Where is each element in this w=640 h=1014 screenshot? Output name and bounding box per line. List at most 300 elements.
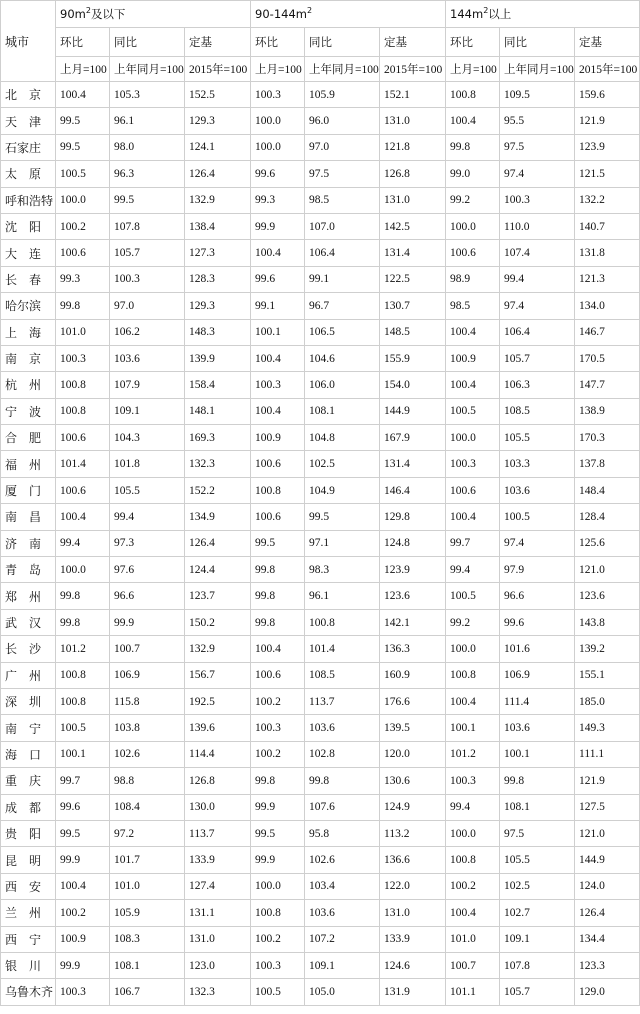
index-value-cell: 96.3 bbox=[110, 161, 185, 187]
city-cell: 哈尔滨 bbox=[1, 293, 56, 319]
index-value-cell: 100.4 bbox=[446, 108, 500, 134]
index-value-cell: 138.9 bbox=[575, 398, 640, 424]
city-cell: 郑 州 bbox=[1, 583, 56, 609]
index-value-cell: 169.3 bbox=[185, 425, 251, 451]
index-value-cell: 100.8 bbox=[56, 398, 110, 424]
index-value-cell: 99.9 bbox=[56, 847, 110, 873]
city-cell: 大 连 bbox=[1, 240, 56, 266]
index-value-cell: 99.8 bbox=[56, 609, 110, 635]
index-value-cell: 122.0 bbox=[380, 873, 446, 899]
index-type-header: 定基 bbox=[575, 28, 640, 57]
index-value-cell: 96.1 bbox=[305, 583, 380, 609]
base-period-header: 上年同月=100 bbox=[305, 57, 380, 82]
index-value-cell: 131.0 bbox=[185, 926, 251, 952]
index-value-cell: 136.6 bbox=[380, 847, 446, 873]
index-value-cell: 103.6 bbox=[305, 900, 380, 926]
index-value-cell: 104.3 bbox=[110, 425, 185, 451]
index-value-cell: 99.5 bbox=[251, 820, 305, 846]
index-value-cell: 131.9 bbox=[380, 979, 446, 1005]
index-value-cell: 144.9 bbox=[380, 398, 446, 424]
index-value-cell: 103.6 bbox=[500, 477, 575, 503]
index-value-cell: 176.6 bbox=[380, 688, 446, 714]
index-value-cell: 107.8 bbox=[500, 952, 575, 978]
index-value-cell: 100.4 bbox=[56, 873, 110, 899]
index-value-cell: 100.8 bbox=[446, 662, 500, 688]
index-value-cell: 131.0 bbox=[380, 108, 446, 134]
table-row bbox=[1, 134, 640, 160]
index-value-cell: 105.5 bbox=[500, 425, 575, 451]
index-value-cell: 152.1 bbox=[380, 82, 446, 108]
table-row bbox=[1, 530, 640, 556]
index-value-cell: 99.8 bbox=[251, 557, 305, 583]
index-value-cell: 102.6 bbox=[110, 741, 185, 767]
index-value-cell: 100.8 bbox=[251, 477, 305, 503]
city-cell: 石家庄 bbox=[1, 134, 56, 160]
city-cell: 太 原 bbox=[1, 161, 56, 187]
index-value-cell: 132.9 bbox=[185, 636, 251, 662]
index-value-cell: 96.6 bbox=[500, 583, 575, 609]
index-value-cell: 100.4 bbox=[446, 900, 500, 926]
index-value-cell: 139.2 bbox=[575, 636, 640, 662]
index-value-cell: 99.5 bbox=[56, 820, 110, 846]
index-value-cell: 100.9 bbox=[446, 345, 500, 371]
index-value-cell: 100.0 bbox=[446, 425, 500, 451]
index-value-cell: 100.6 bbox=[56, 477, 110, 503]
index-value-cell: 139.9 bbox=[185, 345, 251, 371]
index-value-cell: 108.1 bbox=[500, 794, 575, 820]
index-value-cell: 126.4 bbox=[185, 530, 251, 556]
index-value-cell: 98.8 bbox=[110, 768, 185, 794]
group-header-medium: $90-144m^2$ bbox=[251, 1, 446, 28]
index-value-cell: 95.8 bbox=[305, 820, 380, 846]
index-value-cell: 142.5 bbox=[380, 213, 446, 239]
index-value-cell: 123.7 bbox=[185, 583, 251, 609]
table-row bbox=[1, 583, 640, 609]
index-value-cell: 99.8 bbox=[305, 768, 380, 794]
table-row bbox=[1, 398, 640, 424]
index-value-cell: 100.2 bbox=[251, 926, 305, 952]
index-value-cell: 99.8 bbox=[446, 134, 500, 160]
base-period-header: 上月=100 bbox=[251, 57, 305, 82]
index-value-cell: 105.9 bbox=[305, 82, 380, 108]
table-row bbox=[1, 847, 640, 873]
index-value-cell: 100.0 bbox=[56, 557, 110, 583]
city-cell: 银 川 bbox=[1, 952, 56, 978]
index-value-cell: 100.5 bbox=[56, 715, 110, 741]
table-row bbox=[1, 979, 640, 1005]
index-value-cell: 99.9 bbox=[110, 609, 185, 635]
index-value-cell: 129.3 bbox=[185, 108, 251, 134]
index-value-cell: 148.3 bbox=[185, 319, 251, 345]
city-cell: 乌鲁木齐 bbox=[1, 979, 56, 1005]
index-value-cell: 105.7 bbox=[110, 240, 185, 266]
index-value-cell: 97.4 bbox=[500, 161, 575, 187]
index-value-cell: 130.6 bbox=[380, 768, 446, 794]
index-value-cell: 106.3 bbox=[500, 372, 575, 398]
index-value-cell: 99.8 bbox=[251, 768, 305, 794]
index-value-cell: 100.4 bbox=[56, 82, 110, 108]
index-value-cell: 121.9 bbox=[575, 768, 640, 794]
city-cell: 贵 阳 bbox=[1, 820, 56, 846]
index-value-cell: 100.9 bbox=[56, 926, 110, 952]
index-value-cell: 113.7 bbox=[305, 688, 380, 714]
index-value-cell: 133.9 bbox=[380, 926, 446, 952]
city-cell: 北 京 bbox=[1, 82, 56, 108]
index-value-cell: 102.5 bbox=[500, 873, 575, 899]
index-value-cell: 113.2 bbox=[380, 820, 446, 846]
index-value-cell: 108.4 bbox=[110, 794, 185, 820]
index-value-cell: 99.9 bbox=[251, 847, 305, 873]
base-period-header: 2015年=100 bbox=[575, 57, 640, 82]
index-value-cell: 99.8 bbox=[56, 583, 110, 609]
index-value-cell: 104.8 bbox=[305, 425, 380, 451]
index-value-cell: 129.3 bbox=[185, 293, 251, 319]
index-value-cell: 100.0 bbox=[56, 187, 110, 213]
index-value-cell: 123.6 bbox=[575, 583, 640, 609]
index-value-cell: 111.1 bbox=[575, 741, 640, 767]
index-value-cell: 105.9 bbox=[110, 900, 185, 926]
table-row bbox=[1, 715, 640, 741]
index-value-cell: 109.5 bbox=[500, 82, 575, 108]
index-value-cell: 121.0 bbox=[575, 557, 640, 583]
index-value-cell: 105.5 bbox=[500, 847, 575, 873]
city-cell: 沈 阳 bbox=[1, 213, 56, 239]
index-value-cell: 126.8 bbox=[380, 161, 446, 187]
table-row bbox=[1, 477, 640, 503]
table-row bbox=[1, 820, 640, 846]
index-value-cell: 98.9 bbox=[446, 266, 500, 292]
index-value-cell: 100.8 bbox=[446, 82, 500, 108]
index-value-cell: 100.4 bbox=[446, 504, 500, 530]
index-value-cell: 127.3 bbox=[185, 240, 251, 266]
base-period-header: 上年同月=100 bbox=[500, 57, 575, 82]
index-value-cell: 121.0 bbox=[575, 820, 640, 846]
index-value-cell: 99.8 bbox=[500, 768, 575, 794]
index-value-cell: 99.0 bbox=[446, 161, 500, 187]
index-value-cell: 121.3 bbox=[575, 266, 640, 292]
index-value-cell: 99.4 bbox=[446, 557, 500, 583]
index-value-cell: 108.1 bbox=[305, 398, 380, 424]
index-value-cell: 105.3 bbox=[110, 82, 185, 108]
city-header: 城市 bbox=[1, 1, 56, 82]
index-value-cell: 99.4 bbox=[56, 530, 110, 556]
index-value-cell: 100.3 bbox=[56, 979, 110, 1005]
index-value-cell: 102.5 bbox=[305, 451, 380, 477]
index-value-cell: 99.3 bbox=[251, 187, 305, 213]
index-value-cell: 100.1 bbox=[500, 741, 575, 767]
index-value-cell: 97.5 bbox=[305, 161, 380, 187]
index-value-cell: 100.3 bbox=[110, 266, 185, 292]
index-value-cell: 101.2 bbox=[56, 636, 110, 662]
index-value-cell: 99.6 bbox=[56, 794, 110, 820]
index-value-cell: 150.2 bbox=[185, 609, 251, 635]
index-value-cell: 96.6 bbox=[110, 583, 185, 609]
index-value-cell: 101.0 bbox=[56, 319, 110, 345]
index-value-cell: 100.4 bbox=[251, 345, 305, 371]
city-cell: 武 汉 bbox=[1, 609, 56, 635]
index-value-cell: 107.4 bbox=[500, 240, 575, 266]
index-value-cell: 102.8 bbox=[305, 741, 380, 767]
index-value-cell: 103.4 bbox=[305, 873, 380, 899]
index-value-cell: 97.4 bbox=[500, 293, 575, 319]
index-value-cell: 103.6 bbox=[110, 345, 185, 371]
table-row bbox=[1, 741, 640, 767]
index-value-cell: 99.1 bbox=[251, 293, 305, 319]
index-value-cell: 100.5 bbox=[251, 979, 305, 1005]
group-header-small: $90m^2$及以下 bbox=[56, 1, 251, 28]
index-value-cell: 123.9 bbox=[380, 557, 446, 583]
city-cell: 济 南 bbox=[1, 530, 56, 556]
index-value-cell: 98.5 bbox=[305, 187, 380, 213]
index-value-cell: 100.6 bbox=[251, 504, 305, 530]
index-value-cell: 142.1 bbox=[380, 609, 446, 635]
index-value-cell: 134.4 bbox=[575, 926, 640, 952]
index-value-cell: 106.4 bbox=[305, 240, 380, 266]
index-value-cell: 106.9 bbox=[110, 662, 185, 688]
index-value-cell: 108.5 bbox=[305, 662, 380, 688]
index-value-cell: 137.8 bbox=[575, 451, 640, 477]
index-value-cell: 101.0 bbox=[446, 926, 500, 952]
index-value-cell: 99.8 bbox=[251, 609, 305, 635]
index-type-header: 定基 bbox=[380, 28, 446, 57]
table-row bbox=[1, 952, 640, 978]
index-value-cell: 104.6 bbox=[305, 345, 380, 371]
index-value-cell: 100.3 bbox=[500, 187, 575, 213]
index-value-cell: 123.0 bbox=[185, 952, 251, 978]
table-row bbox=[1, 319, 640, 345]
index-value-cell: 113.7 bbox=[185, 820, 251, 846]
table-row bbox=[1, 240, 640, 266]
index-value-cell: 158.4 bbox=[185, 372, 251, 398]
index-value-cell: 100.3 bbox=[251, 952, 305, 978]
index-value-cell: 99.9 bbox=[251, 794, 305, 820]
index-value-cell: 100.0 bbox=[251, 873, 305, 899]
table-row bbox=[1, 451, 640, 477]
index-value-cell: 97.6 bbox=[110, 557, 185, 583]
index-value-cell: 107.8 bbox=[110, 213, 185, 239]
index-value-cell: 107.2 bbox=[305, 926, 380, 952]
index-value-cell: 100.7 bbox=[446, 952, 500, 978]
index-value-cell: 99.6 bbox=[500, 609, 575, 635]
index-value-cell: 144.9 bbox=[575, 847, 640, 873]
index-value-cell: 99.5 bbox=[251, 530, 305, 556]
index-value-cell: 96.0 bbox=[305, 108, 380, 134]
index-value-cell: 108.1 bbox=[110, 952, 185, 978]
index-value-cell: 100.5 bbox=[500, 504, 575, 530]
index-value-cell: 104.9 bbox=[305, 477, 380, 503]
index-value-cell: 100.0 bbox=[251, 108, 305, 134]
index-type-header: 定基 bbox=[185, 28, 251, 57]
table-row bbox=[1, 636, 640, 662]
index-value-cell: 101.8 bbox=[110, 451, 185, 477]
index-value-cell: 103.8 bbox=[110, 715, 185, 741]
index-value-cell: 100.6 bbox=[446, 477, 500, 503]
index-value-cell: 100.4 bbox=[446, 372, 500, 398]
table-row bbox=[1, 609, 640, 635]
index-value-cell: 100.2 bbox=[251, 688, 305, 714]
city-cell: 成 都 bbox=[1, 794, 56, 820]
index-value-cell: 100.0 bbox=[251, 134, 305, 160]
city-cell: 呼和浩特 bbox=[1, 187, 56, 213]
city-cell: 厦 门 bbox=[1, 477, 56, 503]
index-value-cell: 107.6 bbox=[305, 794, 380, 820]
index-value-cell: 125.6 bbox=[575, 530, 640, 556]
city-cell: 深 圳 bbox=[1, 688, 56, 714]
index-value-cell: 109.1 bbox=[305, 952, 380, 978]
city-cell: 杭 州 bbox=[1, 372, 56, 398]
index-value-cell: 130.0 bbox=[185, 794, 251, 820]
index-value-cell: 152.2 bbox=[185, 477, 251, 503]
index-value-cell: 97.5 bbox=[500, 820, 575, 846]
index-value-cell: 100.0 bbox=[446, 820, 500, 846]
table-row bbox=[1, 293, 640, 319]
table-row bbox=[1, 873, 640, 899]
index-value-cell: 100.8 bbox=[56, 662, 110, 688]
index-value-cell: 131.0 bbox=[380, 900, 446, 926]
index-type-header: 环比 bbox=[251, 28, 305, 57]
index-type-header: 同比 bbox=[305, 28, 380, 57]
index-value-cell: 109.1 bbox=[500, 926, 575, 952]
index-value-cell: 101.4 bbox=[305, 636, 380, 662]
index-value-cell: 100.3 bbox=[251, 82, 305, 108]
index-value-cell: 101.4 bbox=[56, 451, 110, 477]
index-value-cell: 103.6 bbox=[500, 715, 575, 741]
index-value-cell: 103.6 bbox=[305, 715, 380, 741]
index-value-cell: 146.7 bbox=[575, 319, 640, 345]
index-value-cell: 101.6 bbox=[500, 636, 575, 662]
index-value-cell: 106.5 bbox=[305, 319, 380, 345]
index-value-cell: 127.4 bbox=[185, 873, 251, 899]
index-value-cell: 121.8 bbox=[380, 134, 446, 160]
table-row bbox=[1, 926, 640, 952]
index-value-cell: 129.8 bbox=[380, 504, 446, 530]
index-value-cell: 124.4 bbox=[185, 557, 251, 583]
index-value-cell: 115.8 bbox=[110, 688, 185, 714]
index-value-cell: 124.9 bbox=[380, 794, 446, 820]
base-period-header: 2015年=100 bbox=[380, 57, 446, 82]
index-value-cell: 100.3 bbox=[446, 768, 500, 794]
index-value-cell: 105.7 bbox=[500, 345, 575, 371]
city-cell: 兰 州 bbox=[1, 900, 56, 926]
index-value-cell: 124.6 bbox=[380, 952, 446, 978]
index-value-cell: 98.3 bbox=[305, 557, 380, 583]
index-value-cell: 103.3 bbox=[500, 451, 575, 477]
index-value-cell: 100.4 bbox=[251, 636, 305, 662]
table-row bbox=[1, 266, 640, 292]
index-value-cell: 100.0 bbox=[446, 213, 500, 239]
index-value-cell: 110.0 bbox=[500, 213, 575, 239]
index-value-cell: 100.6 bbox=[251, 451, 305, 477]
index-value-cell: 126.4 bbox=[575, 900, 640, 926]
index-value-cell: 100.4 bbox=[56, 504, 110, 530]
base-period-header: 上年同月=100 bbox=[110, 57, 185, 82]
city-cell: 海 口 bbox=[1, 741, 56, 767]
index-value-cell: 99.4 bbox=[500, 266, 575, 292]
index-type-header: 同比 bbox=[110, 28, 185, 57]
index-value-cell: 99.7 bbox=[446, 530, 500, 556]
index-value-cell: 100.6 bbox=[446, 240, 500, 266]
index-value-cell: 160.9 bbox=[380, 662, 446, 688]
index-value-cell: 131.4 bbox=[380, 240, 446, 266]
index-value-cell: 100.5 bbox=[446, 583, 500, 609]
table-row bbox=[1, 768, 640, 794]
city-cell: 天 津 bbox=[1, 108, 56, 134]
table-row bbox=[1, 161, 640, 187]
index-value-cell: 106.9 bbox=[500, 662, 575, 688]
index-value-cell: 138.4 bbox=[185, 213, 251, 239]
index-value-cell: 97.3 bbox=[110, 530, 185, 556]
index-value-cell: 126.4 bbox=[185, 161, 251, 187]
index-value-cell: 97.4 bbox=[500, 530, 575, 556]
index-value-cell: 131.4 bbox=[380, 451, 446, 477]
table-row bbox=[1, 794, 640, 820]
city-cell: 西 宁 bbox=[1, 926, 56, 952]
table-row bbox=[1, 900, 640, 926]
index-value-cell: 134.9 bbox=[185, 504, 251, 530]
index-value-cell: 108.5 bbox=[500, 398, 575, 424]
city-cell: 上 海 bbox=[1, 319, 56, 345]
index-value-cell: 97.2 bbox=[110, 820, 185, 846]
index-value-cell: 99.9 bbox=[251, 213, 305, 239]
index-value-cell: 140.7 bbox=[575, 213, 640, 239]
index-value-cell: 97.0 bbox=[110, 293, 185, 319]
city-cell: 长 春 bbox=[1, 266, 56, 292]
table-row bbox=[1, 662, 640, 688]
index-value-cell: 123.3 bbox=[575, 952, 640, 978]
index-value-cell: 107.9 bbox=[110, 372, 185, 398]
index-value-cell: 129.0 bbox=[575, 979, 640, 1005]
index-value-cell: 143.8 bbox=[575, 609, 640, 635]
group-header-large: $144m^2$以上 bbox=[446, 1, 640, 28]
index-value-cell: 100.3 bbox=[446, 451, 500, 477]
index-value-cell: 106.4 bbox=[500, 319, 575, 345]
index-value-cell: 100.2 bbox=[56, 900, 110, 926]
index-value-cell: 100.3 bbox=[251, 715, 305, 741]
index-value-cell: 152.5 bbox=[185, 82, 251, 108]
table-row bbox=[1, 504, 640, 530]
index-value-cell: 106.2 bbox=[110, 319, 185, 345]
index-value-cell: 98.0 bbox=[110, 134, 185, 160]
index-value-cell: 156.7 bbox=[185, 662, 251, 688]
index-value-cell: 99.5 bbox=[56, 108, 110, 134]
index-value-cell: 100.3 bbox=[56, 345, 110, 371]
index-value-cell: 147.7 bbox=[575, 372, 640, 398]
index-value-cell: 102.6 bbox=[305, 847, 380, 873]
table-row bbox=[1, 557, 640, 583]
index-value-cell: 124.1 bbox=[185, 134, 251, 160]
index-value-cell: 99.2 bbox=[446, 609, 500, 635]
index-value-cell: 130.7 bbox=[380, 293, 446, 319]
index-value-cell: 97.5 bbox=[500, 134, 575, 160]
city-cell: 合 肥 bbox=[1, 425, 56, 451]
table-row bbox=[1, 108, 640, 134]
index-value-cell: 100.4 bbox=[446, 319, 500, 345]
index-value-cell: 97.1 bbox=[305, 530, 380, 556]
index-value-cell: 100.6 bbox=[56, 425, 110, 451]
index-value-cell: 121.9 bbox=[575, 108, 640, 134]
table-row bbox=[1, 688, 640, 714]
index-value-cell: 154.0 bbox=[380, 372, 446, 398]
index-value-cell: 149.3 bbox=[575, 715, 640, 741]
city-cell: 南 京 bbox=[1, 345, 56, 371]
index-value-cell: 131.8 bbox=[575, 240, 640, 266]
index-value-cell: 100.1 bbox=[446, 715, 500, 741]
index-value-cell: 95.5 bbox=[500, 108, 575, 134]
index-value-cell: 126.8 bbox=[185, 768, 251, 794]
index-value-cell: 132.9 bbox=[185, 187, 251, 213]
index-value-cell: 131.0 bbox=[380, 187, 446, 213]
index-value-cell: 128.3 bbox=[185, 266, 251, 292]
